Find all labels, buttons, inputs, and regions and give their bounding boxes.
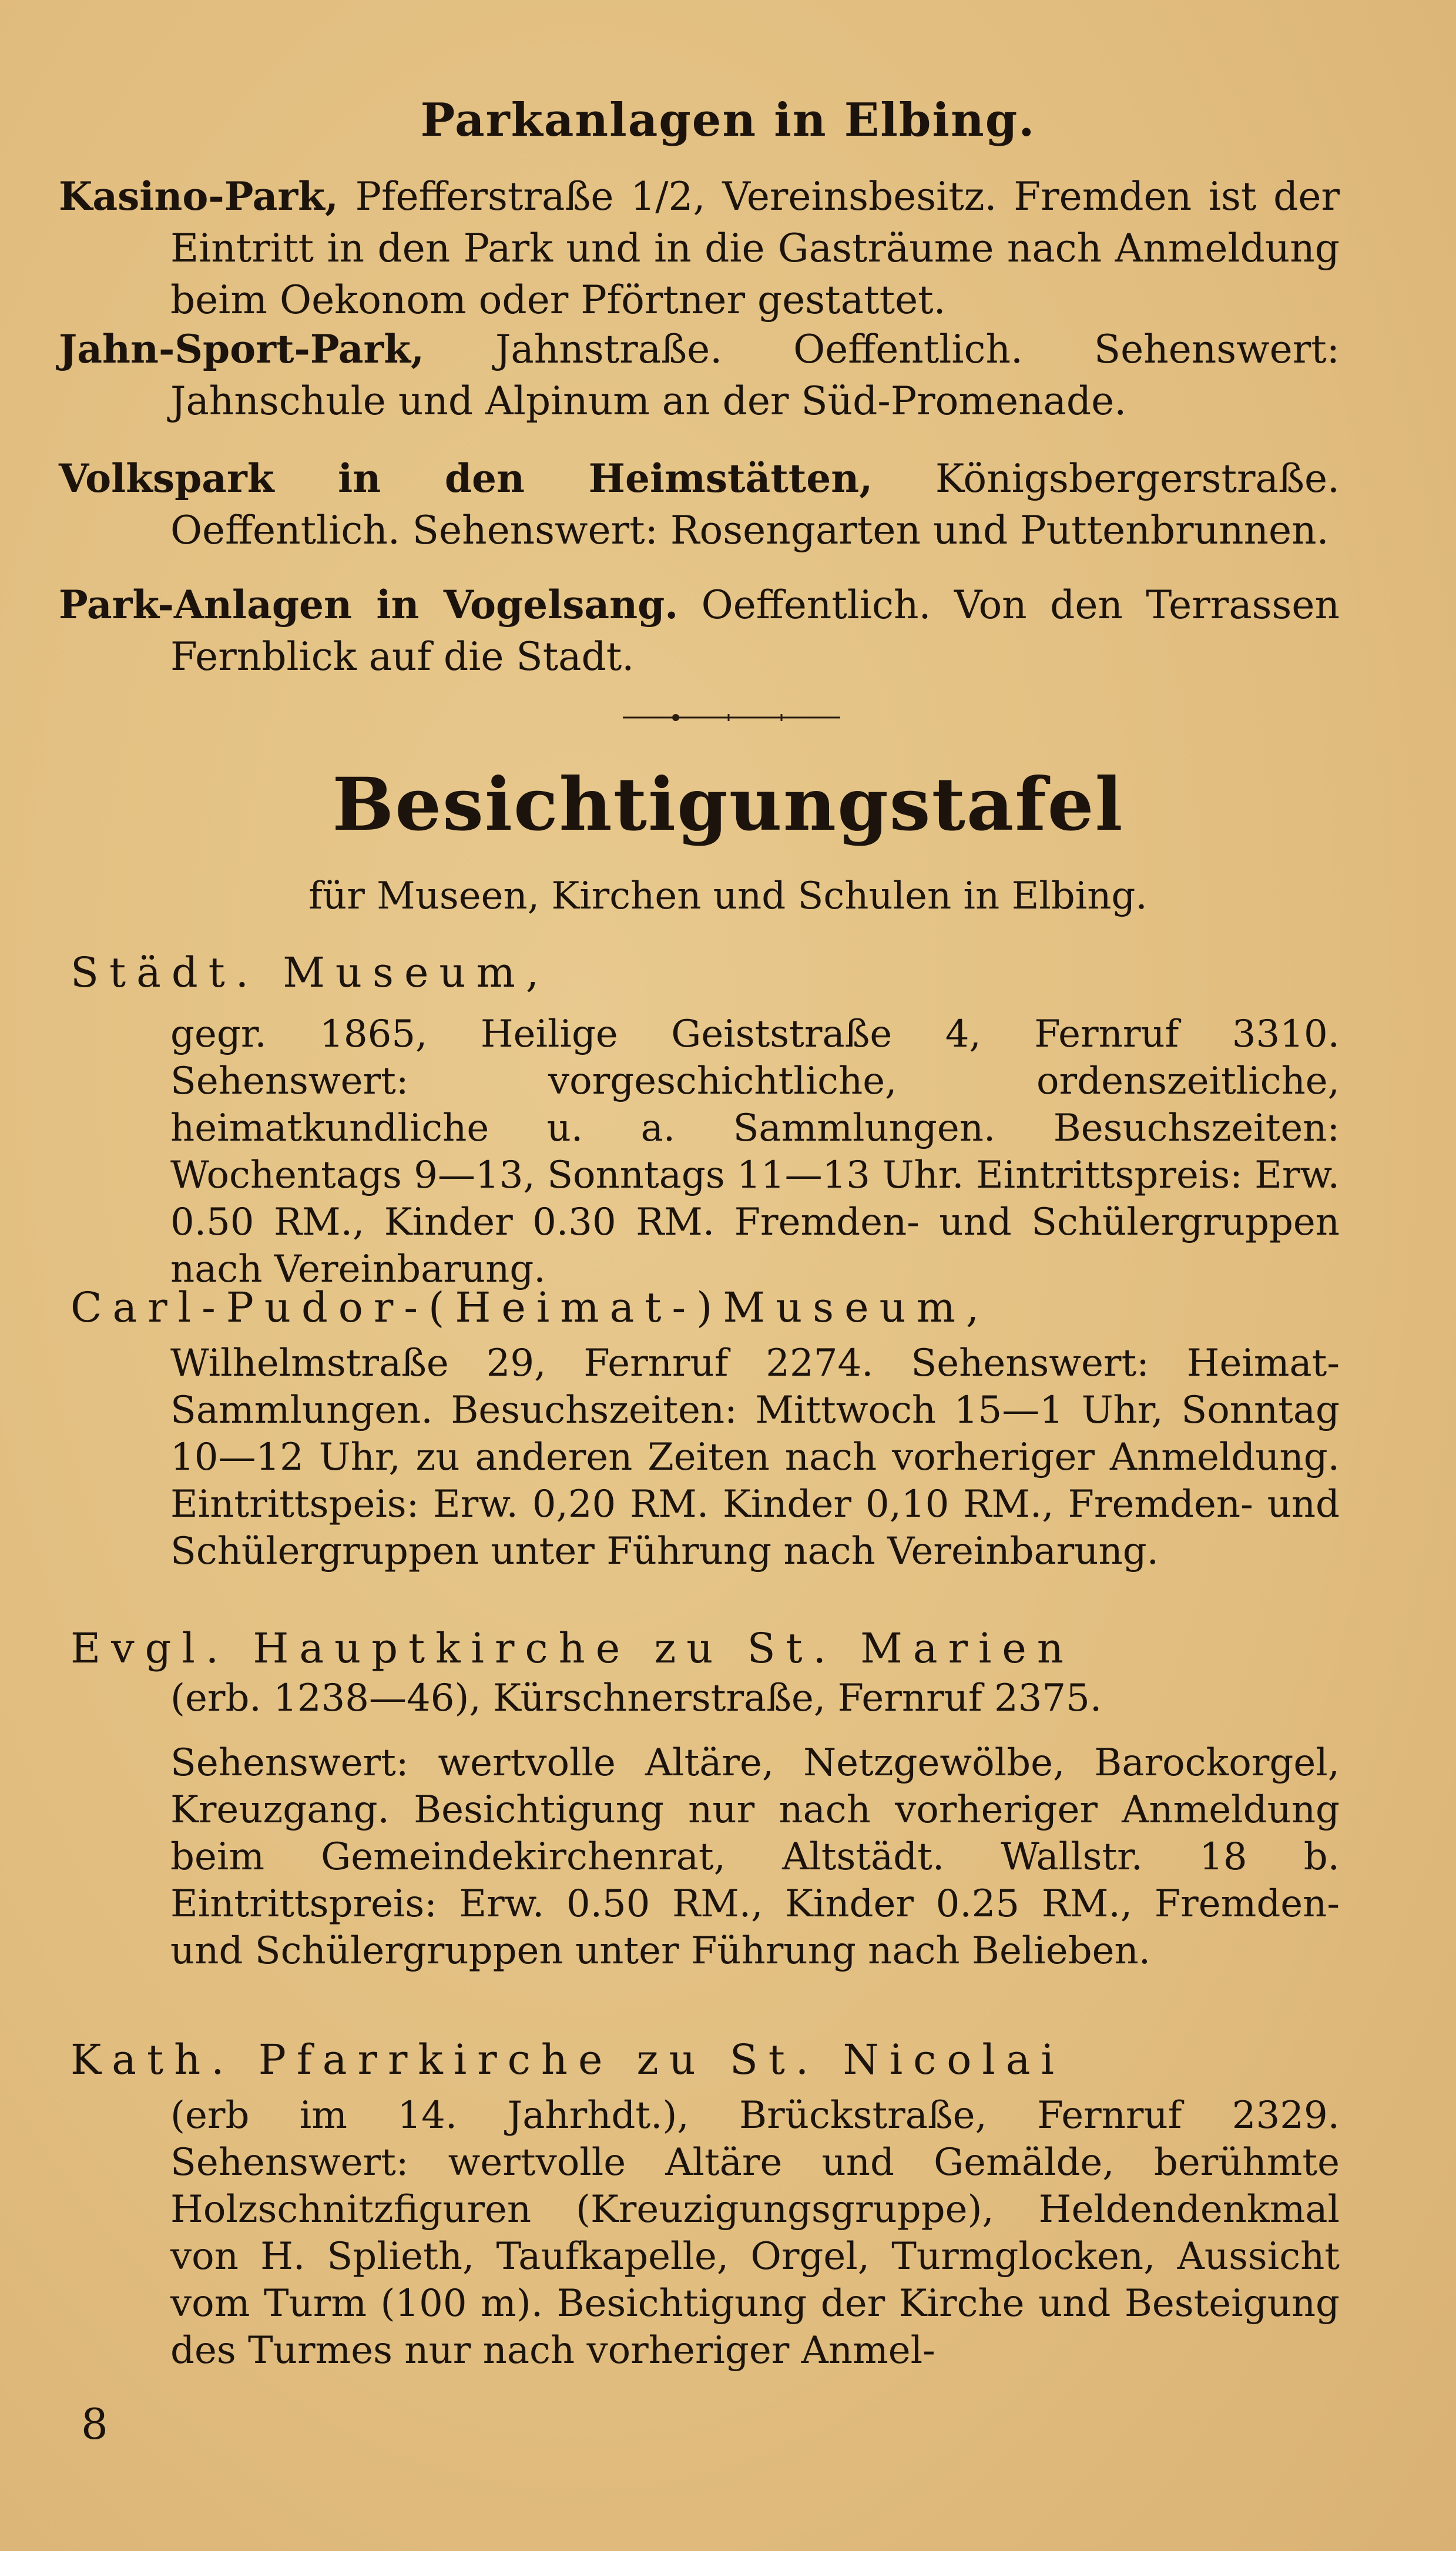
park-entry-jahn-sport bbox=[59, 323, 1340, 427]
park-name: Kasino-Park, bbox=[59, 173, 338, 219]
entry-title-st-nicolai: Kath. Pfarrkirche zu St. Nicolai bbox=[71, 2036, 1065, 2084]
park-description: Königsbergerstraße. Oeffentlich. Sehenswert: Rosengarten und Puttenbrunnen. bbox=[170, 456, 1340, 553]
park-description: Oeffentlich. Von den Terrassen Fernblick auf die Stadt. bbox=[170, 582, 1340, 679]
sightseeing-title: Besichtigungstafel bbox=[332, 762, 1124, 847]
parks-section-title: Parkanlagen in Elbing. bbox=[420, 93, 1036, 147]
entry-paragraph: Sehenswert: wertvolle Altäre, Netzgewölbe, Barockorgel, Kreuzgang. Besichtigung nur nach vorheriger Anmeldung beim Gemeindekirchenrat, Altstädt. Wallstr. 18 b. Eintrittspreis: Erw. 0.50 RM., Kinder 0.25 RM., Fremden- und Schülergruppen unter Führung nach Belieben. bbox=[170, 1741, 1340, 1973]
park-description: Jahnstraße. Oeffentlich. Sehenswert: Jahnschule und Alpinum an der Süd-Promenade. bbox=[170, 327, 1340, 424]
park-entry-kasino bbox=[59, 170, 1340, 326]
section-divider bbox=[623, 708, 840, 726]
entry-body-st-nicolai bbox=[170, 2092, 1340, 2374]
entry-title-carl-pudor-museum: Carl-Pudor-(Heimat-)Museum, bbox=[71, 1283, 990, 1332]
entry-body-carl-pudor-museum bbox=[170, 1340, 1340, 1575]
entry-paragraph: (erb. 1238—46), Kürschnerstraße, Fernruf 2375. bbox=[170, 1677, 1102, 1720]
entry-paragraph: Wilhelmstraße 29, Fernruf 2274. Sehenswert: Heimat-Sammlungen. Besuchszeiten: Mittwoch 15—1 Uhr, Sonntag 10—12 Uhr, zu anderen Zeiten nach vorheriger Anmeldung. Eintrittspeis: Erw. 0,20 RM. Kinder 0,10 RM., Fremden- und Schülergruppen unter Führung nach Vereinbarung. bbox=[170, 1342, 1340, 1573]
sightseeing-subtitle: für Museen, Kirchen und Schulen in Elbing. bbox=[308, 874, 1148, 918]
park-name: Volkspark in den Heimstätten, bbox=[59, 455, 873, 501]
entry-title-staedt-museum: Städt. Museum, bbox=[71, 948, 550, 997]
page-number: 8 bbox=[81, 2399, 108, 2449]
entry-paragraph: gegr. 1865, Heilige Geiststraße 4, Fernruf 3310. Sehenswert: vorgeschichtliche, ordenszeitliche, heimatkundliche u. a. Sammlungen. Besuchszeiten: Wochentags 9—13, Sonntags 11—13 Uhr. Eintrittspreis: Erw. 0.50 RM., Kinder 0.30 RM. Fremden- und Schülergruppen nach Vereinbarung. bbox=[170, 1013, 1340, 1291]
park-name: Park-Anlagen in Vogelsang. bbox=[59, 582, 679, 628]
park-entry-volkspark bbox=[59, 452, 1340, 557]
park-name: Jahn-Sport-Park, bbox=[59, 326, 424, 372]
entry-title-st-marien: Evgl. Hauptkirche zu St. Marien bbox=[71, 1624, 1074, 1672]
entry-body-st-marien bbox=[170, 1675, 1340, 1975]
entry-paragraph: (erb im 14. Jahrhdt.), Brückstraße, Fernruf 2329. Sehenswert: wertvolle Altäre und Gemälde, berühmte Holzschnitzfiguren (Kreuzigungsgruppe), Heldendenkmal von H. Splieth, Taufkapelle, Orgel, Turmglocken, Aussicht vom Turm (100 m). Besichtigung der Kirche und Besteigung des Turmes nur nach vorheriger Anmel- bbox=[170, 2094, 1340, 2372]
entry-body-staedt-museum bbox=[170, 1011, 1340, 1293]
park-entry-vogelsang bbox=[59, 579, 1340, 683]
park-description: Pfefferstraße 1/2, Vereinsbesitz. Fremden ist der Eintritt in den Park und in die Gasträume nach Anmeldung beim Oekonom oder Pförtner gestattet. bbox=[170, 174, 1340, 323]
